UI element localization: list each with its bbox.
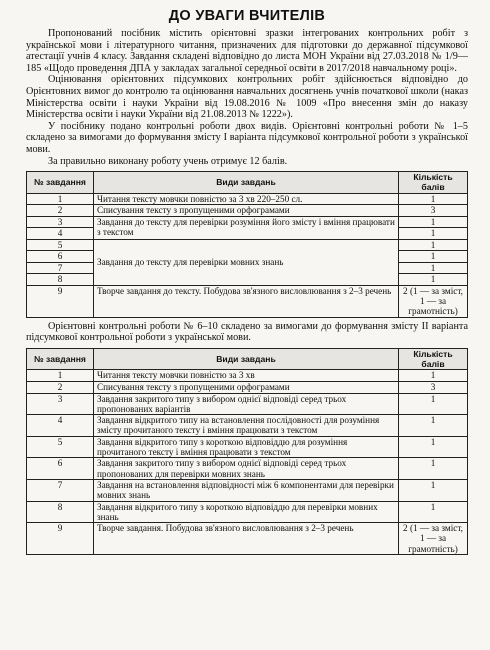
table-row (27, 523, 468, 555)
header-count: Кількість балів (399, 172, 468, 194)
cell-num: 4 (27, 228, 94, 240)
cell-num: 6 (27, 251, 94, 263)
table-row (27, 381, 468, 393)
cell-num: 8 (27, 501, 94, 523)
header-num: № завдання (27, 348, 94, 370)
cell-type: Завдання до тексту для перевірки мовних знань (94, 239, 399, 285)
cell-type: Завдання до тексту для перевірки розуміння його змісту і вміння працювати з текстом (94, 216, 399, 239)
cell-count: 1 (399, 274, 468, 286)
table-row (27, 458, 468, 480)
cell-count: 1 (399, 479, 468, 501)
table-row (27, 285, 468, 317)
score-paragraph: За правильно виконану роботу учень отримує 12 балів. (48, 155, 288, 167)
cell-count: 1 (399, 193, 468, 205)
table-row (27, 216, 468, 228)
table-row (27, 436, 468, 458)
cell-num: 2 (27, 381, 94, 393)
cell-type: Списування тексту з пропущеними орфограмами (94, 381, 399, 393)
cell-type: Завдання відкритого типу на встановлення послідовності для розуміння змісту прочитаного тексту і вміння працювати з текстом (94, 415, 399, 437)
cell-count: 1 (399, 262, 468, 274)
cell-num: 4 (27, 415, 94, 437)
variant1-paragraph: У посібнику подано контрольні роботи двох видів. Орієнтовні контрольні роботи № 1–5 складено за вимогами до формування змісту І варіанта підсумкової контрольної роботи з української мови. (26, 120, 468, 155)
cell-count: 2 (1 — за зміст, 1 — за грамотність) (399, 523, 468, 555)
cell-type: Завдання на встановлення відповідності між 6 компонентами для перевірки мовних знань (94, 479, 399, 501)
cell-count: 1 (399, 228, 468, 240)
table-row (27, 205, 468, 217)
cell-count: 1 (399, 251, 468, 263)
cell-num: 2 (27, 205, 94, 217)
table-row (27, 393, 468, 415)
header-type: Види завдань (94, 172, 399, 194)
cell-type: Творче завдання до тексту. Побудова зв'язного висловлювання з 2–3 речень (94, 285, 399, 317)
cell-count: 1 (399, 393, 468, 415)
table-row (27, 239, 468, 251)
table-row (27, 370, 468, 382)
cell-count: 3 (399, 205, 468, 217)
cell-num: 7 (27, 479, 94, 501)
cell-count: 1 (399, 501, 468, 523)
cell-type: Завдання відкритого типу з короткою відповіддю для перевірки мовних знань (94, 501, 399, 523)
table-row (27, 193, 468, 205)
table-row (27, 479, 468, 501)
cell-num: 5 (27, 436, 94, 458)
header-count: Кількість балів (399, 348, 468, 370)
page-title: ДО УВАГИ ВЧИТЕЛІВ (168, 8, 326, 24)
cell-num: 3 (27, 216, 94, 228)
variant2-paragraph: Орієнтовні контрольні роботи № 6–10 складено за вимогами до формування змісту ІІ варіанта підсумкової контрольної роботи з української мови. (26, 320, 468, 344)
cell-num: 1 (27, 370, 94, 382)
cell-count: 1 (399, 458, 468, 480)
cell-type: Завдання відкритого типу з короткою відповіддю для розуміння прочитаного тексту і вміння працювати з текстом (94, 436, 399, 458)
cell-count: 1 (399, 370, 468, 382)
cell-num: 8 (27, 274, 94, 286)
cell-num: 7 (27, 262, 94, 274)
cell-type: Завдання закритого типу з вибором однієї відповіді серед трьох пропонованих варіантів (94, 393, 399, 415)
intro-paragraph: Пропонований посібник містить орієнтовні зразки інтегрованих контрольних робіт з української мови і літературного читання, призначених для підготовки до державної підсумкової атестації учнів 4 класу. Завдання складені відповідно до листа МОН України від 27.03.2018 № 1/9—185 «Щодо проведення ДПА у закладах загальної середньої освіти в 2017/2018 навчальному році». (26, 28, 468, 74)
table-header-row (27, 348, 468, 370)
cell-num: 9 (27, 285, 94, 317)
cell-count: 1 (399, 436, 468, 458)
variant1-table (26, 171, 468, 317)
table-row (27, 501, 468, 523)
cell-num: 6 (27, 458, 94, 480)
cell-type: Завдання закритого типу з вибором однієї відповіді серед трьох пропонованих для перевірки мовних знань (94, 458, 399, 480)
table-header-row (27, 172, 468, 194)
cell-type: Творче завдання. Побудова зв'язного висловлювання з 2–3 речень (94, 523, 399, 555)
cell-count: 2 (1 — за зміст, 1 — за грамотність) (399, 285, 468, 317)
cell-count: 1 (399, 239, 468, 251)
cell-num: 1 (27, 193, 94, 205)
variant2-table (26, 348, 468, 555)
table-row (27, 415, 468, 437)
cell-type: Списування тексту з пропущеними орфограмами (94, 205, 399, 217)
header-num: № завдання (27, 172, 94, 194)
cell-num: 5 (27, 239, 94, 251)
cell-type: Читання тексту мовчки повністю за 3 хв (94, 370, 399, 382)
cell-count: 1 (399, 216, 468, 228)
cell-type: Читання тексту мовчки повністю за 3 хв 220–250 сл. (94, 193, 399, 205)
cell-count: 3 (399, 381, 468, 393)
cell-num: 9 (27, 523, 94, 555)
cell-num: 3 (27, 393, 94, 415)
cell-count: 1 (399, 415, 468, 437)
header-type: Види завдань (94, 348, 399, 370)
assessment-paragraph: Оцінювання орієнтовних підсумкових контрольних робіт здійснюється відповідно до Орієнтовних вимог до контролю та оцінювання навчальних досягнень учнів початкової школи (наказ Міністерства освіти і науки України від 19.08.2016 № 1009 «Про внесення змін до наказу Міністерства освіти і науки України від 21.08.2013 № 1222»). (26, 74, 468, 121)
